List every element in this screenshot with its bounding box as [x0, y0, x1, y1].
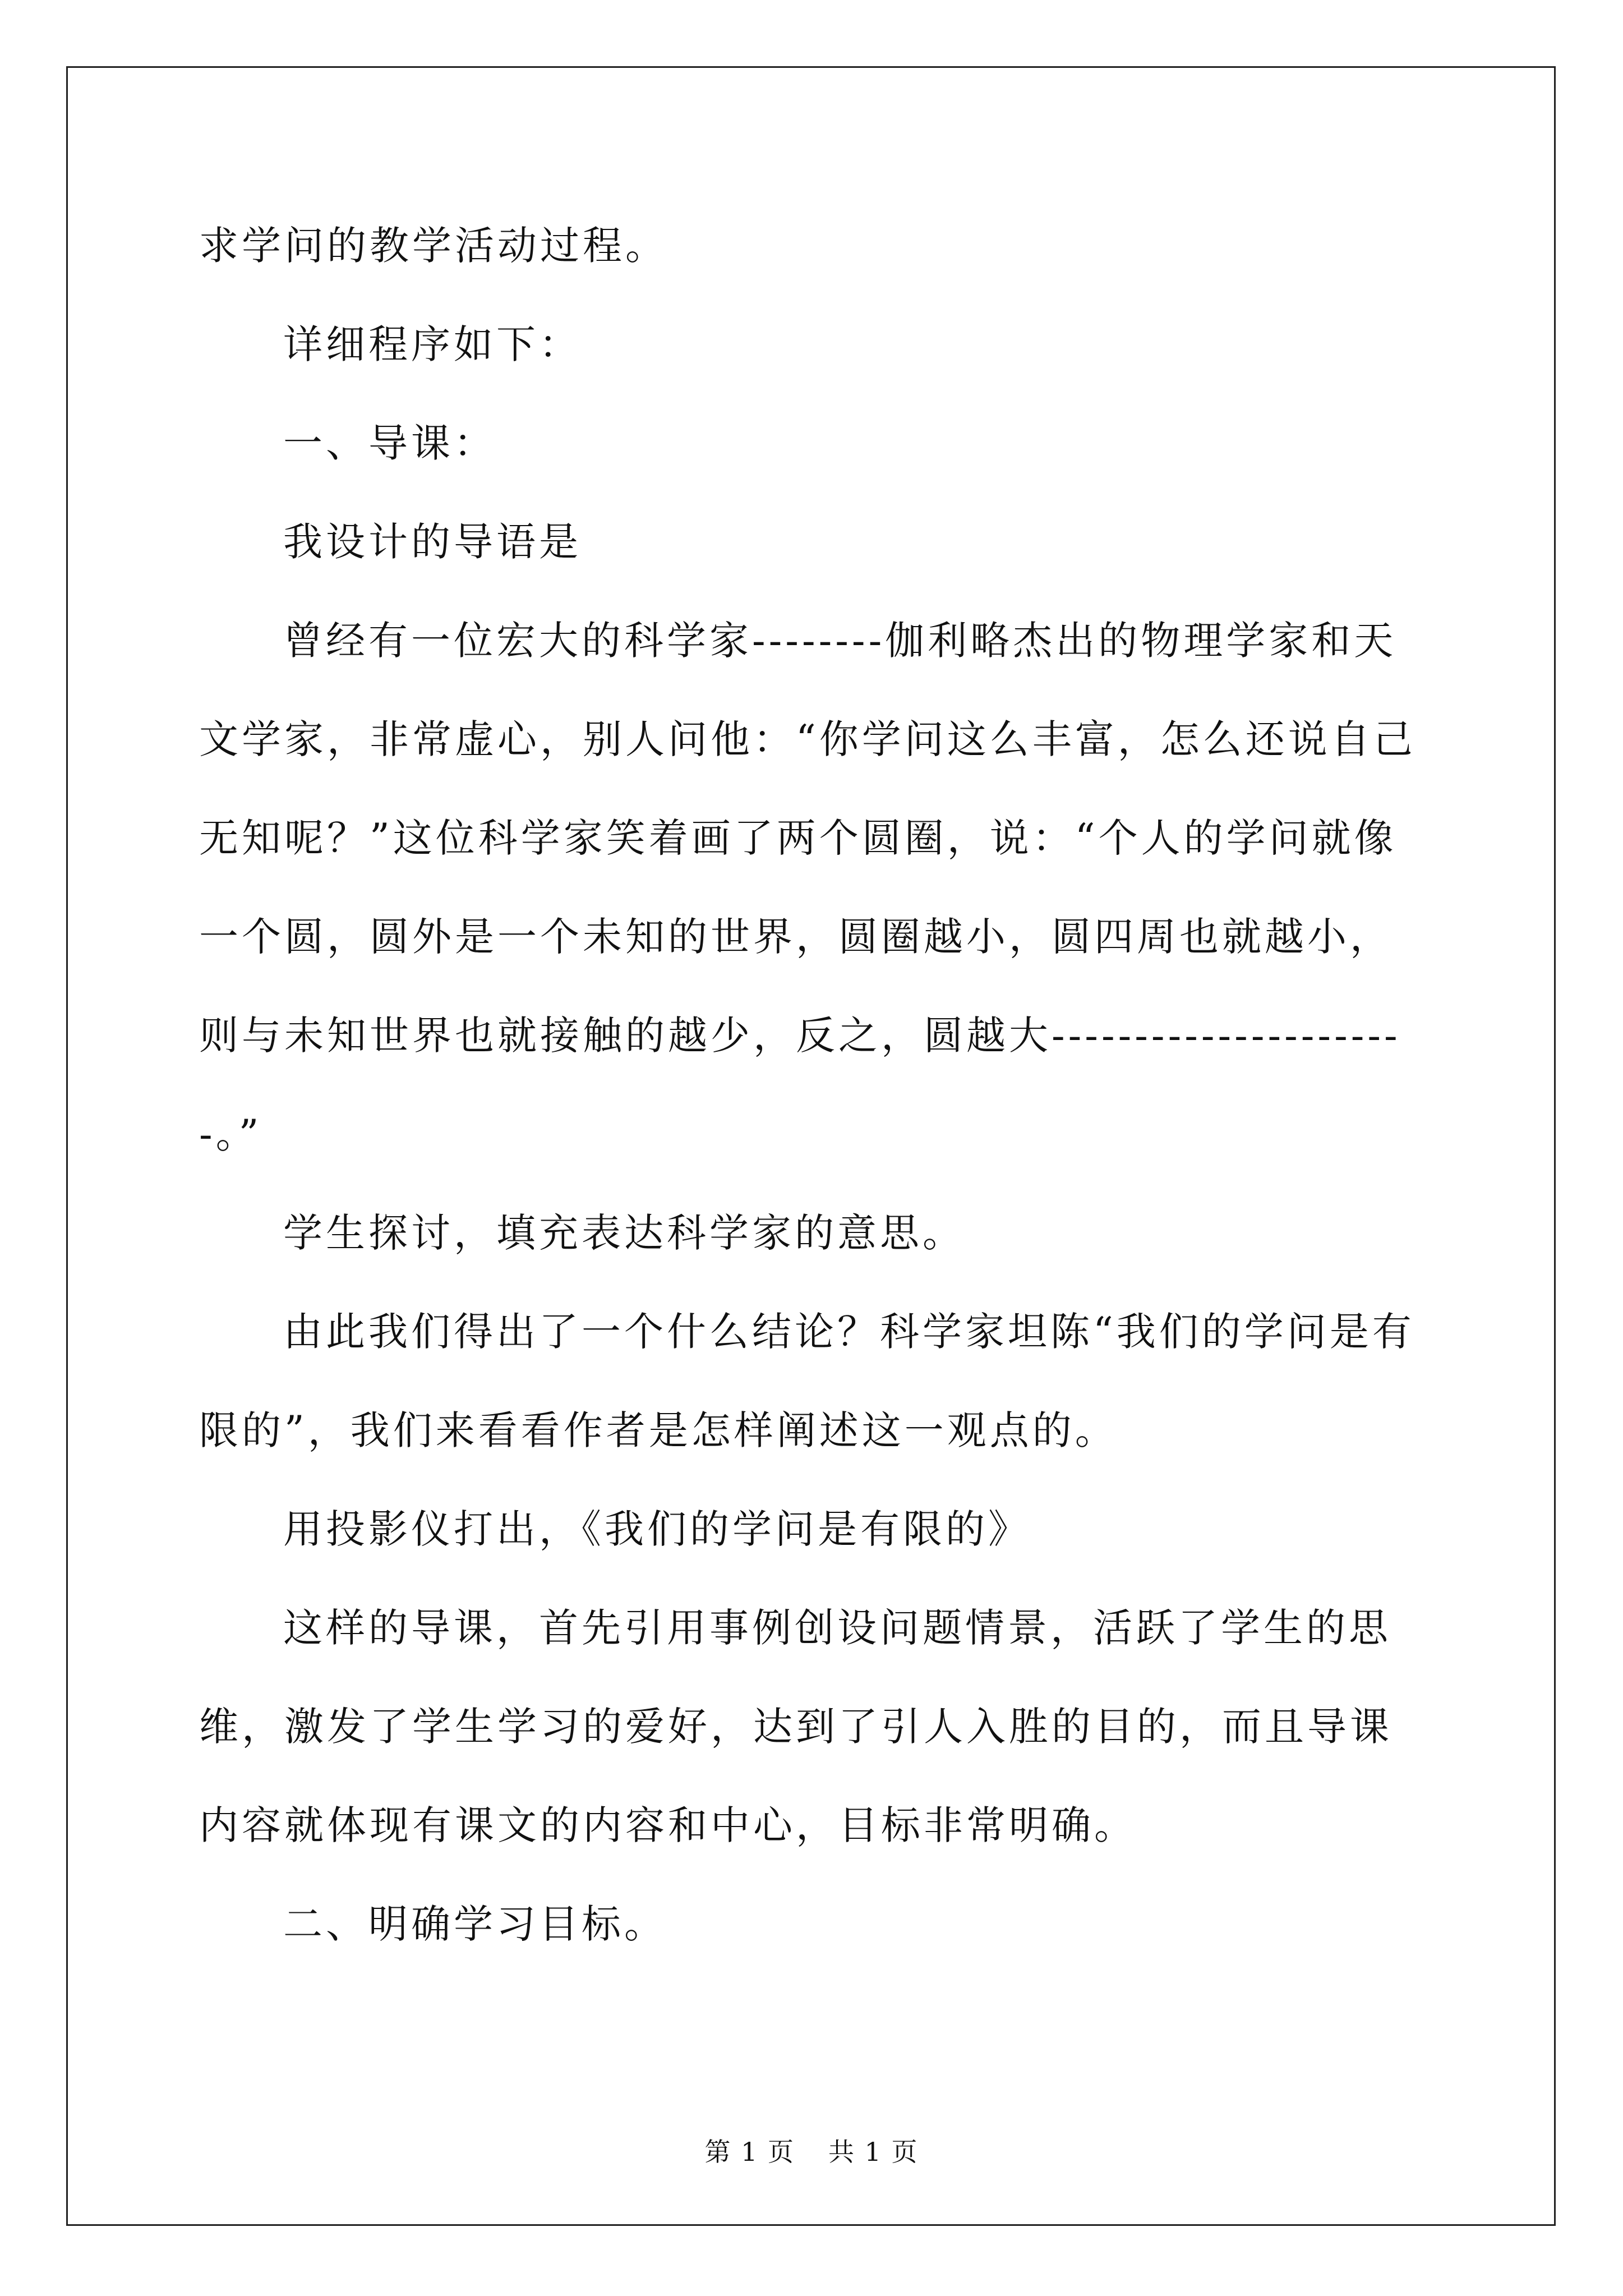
page-total: 共 1 页	[828, 2137, 919, 2167]
paragraph-4: 我设计的导语是	[283, 519, 582, 565]
paragraph-9: 这样的导课，首先引用事例创设问题情景，活跃了学生的思维，激发了学生学习的爱好，达到了引人入胜的目的，而且导课内容就体现有课文的内容和中心，目标非常明确。	[199, 1605, 1393, 1848]
page-footer	[0, 2132, 1623, 2169]
document-body	[199, 196, 1430, 1973]
paragraph-3: 一、导课：	[283, 420, 496, 466]
paragraph-10: 二、明确学习目标。	[283, 1901, 667, 1947]
paragraph-6: 学生探讨，填充表达科学家的意思。	[283, 1210, 965, 1256]
page-number: 第 1 页	[704, 2137, 795, 2167]
paragraph-2: 详细程序如下：	[283, 321, 582, 367]
paragraph-7: 由此我们得出了一个什么结论？科学家坦陈“我们的学问是有限的”，我们来看看作者是怎样阐述这一观点的。	[199, 1309, 1415, 1453]
paragraph-5: 曾经有一位宏大的科学家--------伽利略杰出的物理学家和天文学家，非常虚心，别人问他：“你学问这么丰富，怎么还说自己无知呢？”这位科学家笑着画了两个圆圈，说：“个人的学问就像一个圆，圆外是一个未知的世界，圆圈越小，圆四周也就越小，则与未知世界也就接触的越少，反之，圆越大----------------------。”	[199, 618, 1416, 1157]
paragraph-8: 用投影仪打出，《我们的学问是有限的》	[283, 1506, 1031, 1552]
paragraph-1: 求学问的教学活动过程。	[199, 223, 668, 269]
